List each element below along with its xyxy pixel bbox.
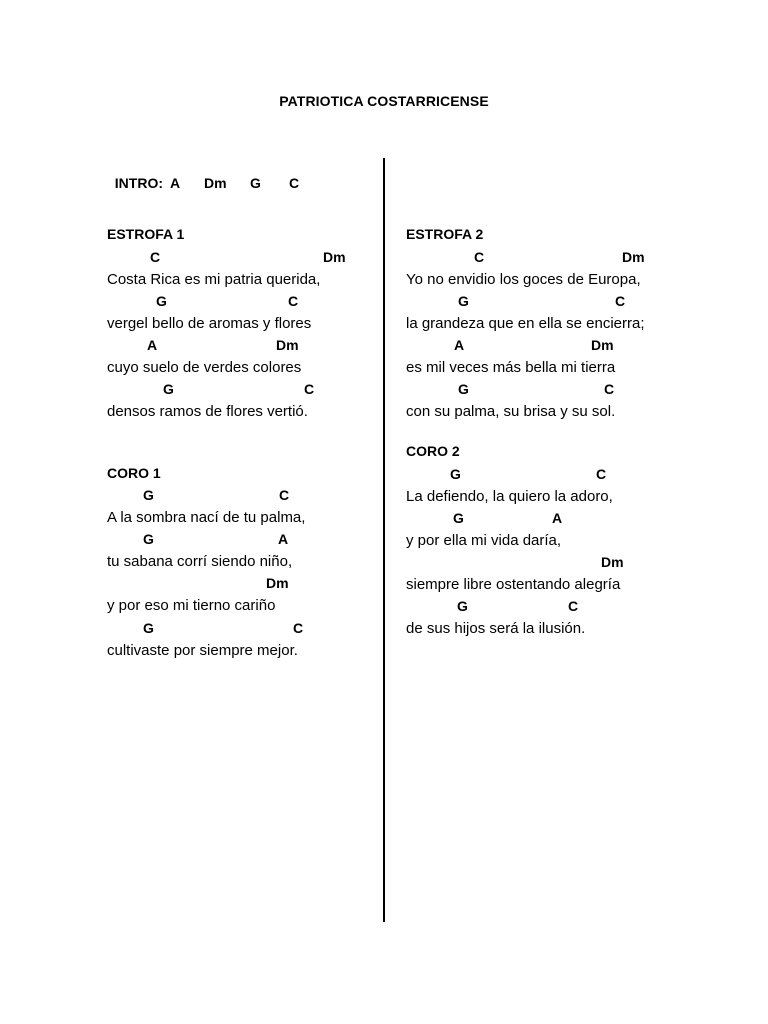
chord: C bbox=[150, 249, 161, 265]
song-line bbox=[406, 510, 676, 554]
chord-row bbox=[107, 249, 377, 269]
intro-line bbox=[107, 159, 300, 191]
chord: A bbox=[147, 337, 158, 353]
chord: C bbox=[288, 293, 299, 309]
chord-row bbox=[406, 554, 676, 574]
lyric-text: con su palma, su brisa y su sol. bbox=[406, 403, 616, 420]
chord: A bbox=[278, 531, 289, 547]
chord: Dm bbox=[591, 337, 614, 353]
song-line bbox=[107, 381, 377, 425]
intro-chord: A bbox=[170, 175, 181, 191]
intro-chord: C bbox=[289, 175, 300, 191]
chord: C bbox=[474, 249, 485, 265]
chord: G bbox=[163, 381, 174, 397]
section-heading: CORO 2 bbox=[406, 443, 460, 459]
chord: G bbox=[453, 510, 464, 526]
song-line bbox=[107, 337, 377, 381]
chord: C bbox=[615, 293, 626, 309]
chord-row bbox=[406, 598, 676, 618]
song-line bbox=[107, 531, 377, 575]
song-line bbox=[406, 337, 676, 381]
song-line bbox=[406, 554, 676, 598]
chord-row bbox=[406, 337, 676, 357]
lyric-text: y por ella mi vida daría, bbox=[406, 532, 562, 549]
lyric-text: de sus hijos será la ilusión. bbox=[406, 620, 586, 637]
chord: G bbox=[458, 293, 469, 309]
chord-row bbox=[107, 531, 377, 551]
lyric-text: es mil veces más bella mi tierra bbox=[406, 359, 616, 376]
intro-chord: Dm bbox=[204, 175, 227, 191]
chord: Dm bbox=[622, 249, 645, 265]
chord-row bbox=[107, 620, 377, 640]
chord: Dm bbox=[266, 575, 289, 591]
song-line bbox=[107, 620, 377, 664]
song-line bbox=[406, 293, 676, 337]
chord: C bbox=[604, 381, 615, 397]
song-line bbox=[107, 249, 377, 293]
section-heading: ESTROFA 2 bbox=[406, 226, 484, 242]
section-heading: CORO 1 bbox=[107, 465, 161, 481]
song-line bbox=[107, 575, 377, 619]
chord: Dm bbox=[276, 337, 299, 353]
lyric-text: densos ramos de flores vertió. bbox=[107, 403, 308, 420]
chord-row bbox=[107, 293, 377, 313]
chord-row bbox=[107, 487, 377, 507]
song-line bbox=[406, 381, 676, 425]
song-line bbox=[406, 249, 676, 293]
lyric-text: la grandeza que en ella se encierra; bbox=[406, 315, 645, 332]
intro-chord: G bbox=[250, 175, 261, 191]
chord: C bbox=[293, 620, 304, 636]
chord-row bbox=[406, 249, 676, 269]
chord: C bbox=[568, 598, 579, 614]
chord: C bbox=[304, 381, 315, 397]
chord: C bbox=[596, 466, 607, 482]
lyric-text: vergel bello de aromas y flores bbox=[107, 315, 312, 332]
lyric-text: Yo no envidio los goces de Europa, bbox=[406, 271, 641, 288]
chord-row bbox=[406, 381, 676, 401]
chord: C bbox=[279, 487, 290, 503]
lyric-text: cultivaste por siempre mejor. bbox=[107, 642, 298, 659]
chord: A bbox=[454, 337, 465, 353]
chord-row bbox=[406, 293, 676, 313]
lyric-text: y por eso mi tierno cariño bbox=[107, 597, 276, 614]
song-line bbox=[406, 598, 676, 642]
chord: G bbox=[143, 487, 154, 503]
chord-row bbox=[406, 510, 676, 530]
chord: G bbox=[143, 531, 154, 547]
chord: G bbox=[156, 293, 167, 309]
chord-row bbox=[107, 381, 377, 401]
chord: Dm bbox=[323, 249, 346, 265]
lyric-text: tu sabana corrí siendo niño, bbox=[107, 553, 293, 570]
chord: Dm bbox=[601, 554, 624, 570]
song-line bbox=[107, 293, 377, 337]
chord: G bbox=[458, 381, 469, 397]
chord-row bbox=[107, 575, 377, 595]
song-line bbox=[107, 487, 377, 531]
lyric-text: A la sombra nací de tu palma, bbox=[107, 509, 306, 526]
chord: G bbox=[457, 598, 468, 614]
chord: G bbox=[450, 466, 461, 482]
chord-row bbox=[107, 337, 377, 357]
lyric-text: La defiendo, la quiero la adoro, bbox=[406, 488, 613, 505]
column-divider bbox=[383, 158, 385, 922]
lyric-text: cuyo suelo de verdes colores bbox=[107, 359, 302, 376]
chord-row bbox=[406, 466, 676, 486]
song-line bbox=[406, 466, 676, 510]
section-heading: ESTROFA 1 bbox=[107, 226, 185, 242]
lyric-text: Costa Rica es mi patria querida, bbox=[107, 271, 321, 288]
lyric-text: siempre libre ostentando alegría bbox=[406, 576, 621, 593]
intro-label: INTRO: bbox=[114, 175, 163, 191]
chord: A bbox=[552, 510, 563, 526]
page-title: PATRIOTICA COSTARRICENSE bbox=[279, 93, 489, 109]
chord: G bbox=[143, 620, 154, 636]
